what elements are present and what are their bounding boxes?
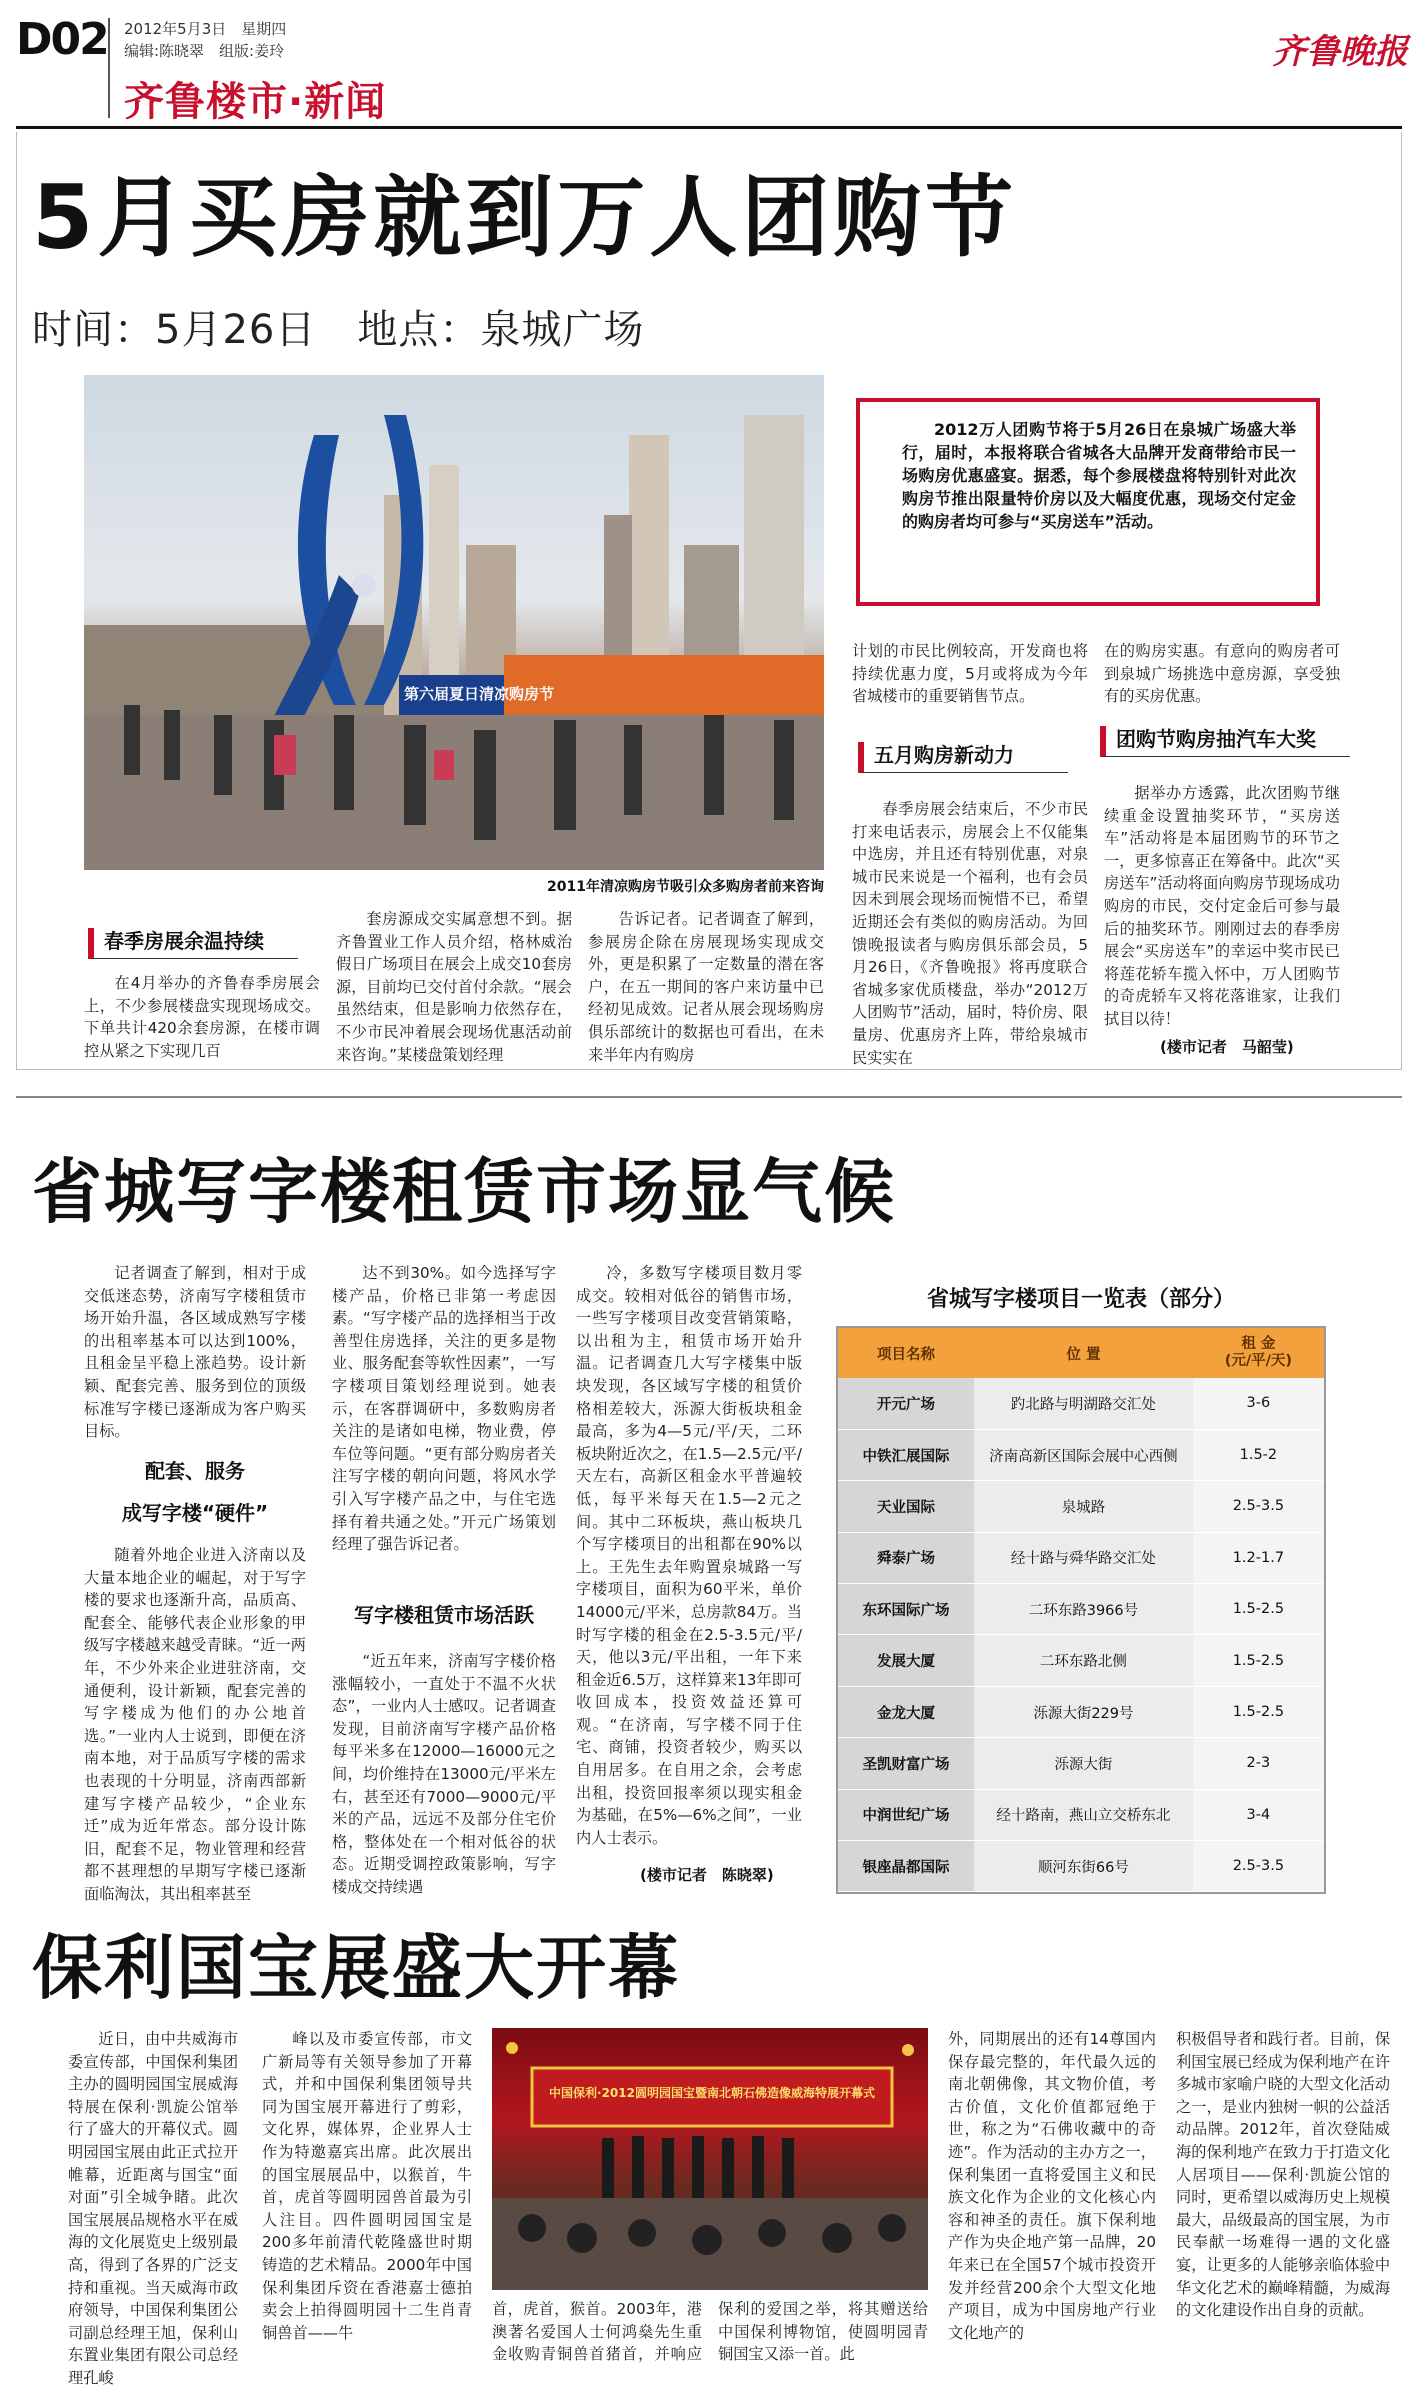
article1-col4a: 计划的市民比例较高，开发商也将持续优惠力度，5月或将成为今年省城楼市的重要销售节点。 <box>852 642 1088 706</box>
article1-subhead-1: 春季房展余温持续 <box>88 928 298 959</box>
masthead <box>0 0 1417 125</box>
photo-banner: 第六届夏日清凉购房节 <box>404 685 555 703</box>
article1-col4b: 春季房展会结束后，不少市民打来电话表示，房展会上不仅能集中选房，并且还有特别优惠，对泉城市民来说是一个福利，也有会员因未到展会现场而惋惜不已，希望近期还会有类似的购房活动。为回馈晚报读者与购房俱乐部会员，5月26日，《齐鲁晚报》将再度联合省城多家优质楼盘，举办“2012万人团购节”活动，届时，特价房、限量房、优惠房齐上阵，带给泉城市民实实在 <box>852 800 1088 1067</box>
article2-top-rule <box>16 1096 1402 1098</box>
header-name: 项目名称 <box>877 1346 936 1363</box>
article1-subhead-2: 五月购房新动力 <box>858 742 1068 773</box>
office-table <box>836 1326 1326 1894</box>
article1-col3: 告诉记者。记者调查了解到，参展房企除在房展现场实现成交外，更是积累了一定数量的潜在客户，在五一期间的客户来访量中已经初见成效。记者从展会现场购房俱乐部统计的数据也可看出，在未来半年内有购房 <box>588 910 824 1064</box>
table-row: 中润世纪广场 经十路南，燕山立交桥东北 3-4 <box>838 1789 1324 1840</box>
article3-col2: 峰以及市委宣传部，市文广新局等有关领导参加了开幕式，并和中国保利集团领导共同为国宝展开幕进行了剪彩，文化界，媒体界，企业界人士作为特邀嘉宾出席。此次展出的国宝展展品中，以猴首，牛首，虎首等圆明园兽首最为引人注目。四件圆明园国宝是200多年前清代乾隆盛世时期铸造的艺术精品。2000年中国保利集团斥资在香港嘉士德拍卖会上拍得圆明园十二生肖青铜兽首——牛 <box>262 2030 472 2342</box>
article1-photo-caption: 2011年清凉购房节吸引众多购房者前来咨询 <box>547 879 824 895</box>
table-row: 金龙大厦 泺源大街229号 1.5-2.5 <box>838 1686 1324 1737</box>
article1-col2: 套房源成交实属意想不到。据齐鲁置业工作人员介绍，格林威治假日广场项目在展会上成交10套房源，目前均已交付首付余款。“展会虽然结束，但是影响力依然存在，不少市民冲着展会现场优惠活动前来咨询。”某楼盘策划经理 <box>336 910 572 1064</box>
event-scene <box>492 2028 928 2290</box>
article1-intro-box <box>856 398 1320 606</box>
table-row: 圣凯财富广场 泺源大街 2-3 <box>838 1738 1324 1789</box>
article1-photo <box>84 375 824 870</box>
article1-subhead: 时间：5月26日 地点：泉城广场 <box>32 307 645 353</box>
photo-scene <box>84 375 824 870</box>
article1-col5a: 在的购房实惠。有意向的购房者可到泉城广场挑选中意房源，享受独有的买房优惠。 <box>1104 642 1340 706</box>
masthead-rule <box>16 126 1402 129</box>
table-row: 发展大厦 二环东路北侧 1.5-2.5 <box>838 1635 1324 1686</box>
table-body <box>838 1378 1324 1892</box>
article1-headline: 5月买房就到万人团购节 <box>32 166 1018 269</box>
article2-col2: 达不到30%。如今选择写字楼产品，价格已非第一考虑因素。“写字楼产品的选择相当于改善型住房选择，关注的更多是物业、服务配套等软性因素”，一写字楼项目策划经理说到。她表示，在客群调研中，多数购房者关注的是诸如电梯，物业费，停车位等问题。“更有部分购房者关注写字楼的朝向问题，将风水学引入写字楼产品之中，与住宅选择有着共通之处。”开元广场策划经理了强告诉记者。 <box>332 1264 556 1554</box>
editor-credit: 编辑:陈晓翠 组版:姜玲 <box>124 42 285 60</box>
table-row: 银座晶都国际 顺河东街66号 2.5-3.5 <box>838 1841 1324 1892</box>
article1-intro: 2012万人团购节将于5月26日在泉城广场盛大举行，届时，本报将联合省城各大品牌开发商带给市民一场购房优惠盛宴。据悉，每个参展楼盘将特别针对此次购房节推出限量特价房以及大幅度优惠，现场交付定金的购房者均可参与“买房送车”活动。 <box>902 420 1296 531</box>
article1-subhead-3: 团购节购房抽汽车大奖 <box>1100 726 1350 757</box>
event-banner: 中国保利·2012圆明园国宝暨南北朝石佛造像威海特展开幕式 <box>549 2086 875 2100</box>
article1-byline: (楼市记者 马韶莹) <box>1160 1038 1294 1056</box>
article2-headline: 省城写字楼租赁市场显气候 <box>32 1151 896 1233</box>
article3-col3: 首，虎首，猴首。2003年，港澳著名爱国人士何鸿燊先生重金收购青铜兽首猪首，并响应保利的爱国之举，将其赠送给中国保利博物馆，使圆明园青铜国宝又添一首。此 <box>492 2300 928 2364</box>
table-row: 中铁汇展国际 济南高新区国际会展中心西侧 1.5-2 <box>838 1429 1324 1480</box>
article3-col1: 近日，由中共威海市委宣传部，中国保利集团主办的圆明园国宝展威海特展在保利·凯旋公馆举行了盛大的开幕仪式。圆明园国宝展由此正式拉开帷幕，近距离与国宝“面对面”引全城争睹。此次国宝展展品规格水平在威海的文化展览史上级别最高，得到了各界的广泛支持和重视。当天威海市政府领导，中国保利集团公司副总经理王旭，保利山东置业集团有限公司总经理孔峻 <box>68 2030 238 2387</box>
article2-subhead-1a: 配套、服务 <box>145 1459 245 1483</box>
table-header <box>838 1328 1324 1378</box>
article3-photo <box>492 2028 928 2290</box>
brand-logo: 齐鲁晚报 <box>1272 32 1408 72</box>
table-row: 舜泰广场 经十路与舜华路交汇处 1.2-1.7 <box>838 1532 1324 1583</box>
issue-date: 2012年5月3日 星期四 <box>124 20 287 38</box>
article3-col4: 外，同期展出的还有14尊国内保存最完整的，年代最久远的南北朝佛像，其文物价值，考古价值，文化价值都冠绝于世，称之为“石佛收藏中的奇迹”。作为活动的主办方之一，保利集团一直将爱国主义和民族文化作为企业的文化核心内容和神圣的责任。旗下保利地产作为央企地产第一品牌，20年来已在全国57个城市投资开发并经营200余个大型文化地产项目，成为中国房地产行业文化地产的 <box>948 2030 1156 2342</box>
vertical-divider <box>108 18 110 118</box>
article2-col2b: “近五年来，济南写字楼价格涨幅较小，一直处于不温不火状态”，一业内人士感叹。记者调查发现，目前济南写字楼产品价格每平米多在12000—16000元之间，均价维持在13000元/平米左右，甚至还有7000—9000元/平米的产品，远远不及部分住宅价格，整体处在一个相对低谷的状态。近期受调控政策影响，写字楼成交持续遇 <box>332 1652 556 1896</box>
article2-subhead-1 <box>84 1458 306 1526</box>
table-row: 开元广场 趵北路与明湖路交汇处 3-6 <box>838 1378 1324 1429</box>
article2-subhead-1b: 成写字楼“硬件” <box>121 1501 269 1525</box>
article2-table-title: 省城写字楼项目一览表（部分） <box>926 1287 1235 1312</box>
article2-col1: 记者调查了解到，相对于成交低迷态势，济南写字楼租赁市场开始升温，各区域成熟写字楼的出租率基本可以达到100%，且租金呈平稳上涨趋势。设计新颖、配套完善、服务到位的顶级标准写字楼已逐渐成为客户购买目标。 <box>84 1264 306 1441</box>
article3-headline: 保利国宝展盛大开幕 <box>32 1927 680 2009</box>
table-row: 东环国际广场 二环东路3966号 1.5-2.5 <box>838 1584 1324 1635</box>
header-location: 位 置 <box>1066 1346 1101 1363</box>
table-row: 天业国际 泉城路 2.5-3.5 <box>838 1481 1324 1532</box>
header-rent: 租 金 (元/平/天) <box>1224 1336 1293 1369</box>
article1-col5b: 据举办方透露，此次团购节继续重金设置抽奖环节，“买房送车”活动将是本届团购节的环节之一，更多惊喜正在筹备中。此次“买房送车”活动将面向购房节现场成功购房的市民，交付定金后可参与最后的抽奖环节。刚刚过去的春季房展会“买房送车”的幸运中奖市民已将莲花轿车揽入怀中，万人团购节的奇虎轿车又将花落谁家，让我们拭目以待！ <box>1104 784 1340 1028</box>
article1-col1: 在4月举办的齐鲁春季房展会上，不少参展楼盘实现现场成交。下单共计420余套房源，在楼市调控从紧之下实现几百 <box>84 974 320 1060</box>
article2-subhead-2: 写字楼租赁市场活跃 <box>354 1603 534 1627</box>
section-title: 齐鲁楼市·新闻 <box>124 79 387 125</box>
page-number: D02 <box>16 14 108 65</box>
article2-byline: (楼市记者 陈晓翠) <box>640 1866 774 1884</box>
article3-col5: 积极倡导者和践行者。目前，保利国宝展已经成为保利地产在许多城市家喻户晓的大型文化活动之一，是业内独树一帜的公益活动品牌。2012年，首次登陆威海的保利地产在致力于打造文化人居项目——保利·凯旋公馆的同时，更希望以威海历史上规模最大，品级最高的国宝展，为市民奉献一场难得一遇的文化盛宴，让更多的人能够亲临体验中华文化艺术的巅峰精髓，为威海的文化建设作出自身的贡献。 <box>1176 2030 1390 2320</box>
article2-col1b: 随着外地企业进入济南以及大量本地企业的崛起，对于写字楼的要求也逐渐升高，品质高、配套全、能够代表企业形象的甲级写字楼越来越受青睐。“近一两年，不少外来企业进驻济南，交通便利，设计新颖，配套完善的写字楼成为他们的办公地首选。”一业内人士说到，即便在济南本地，对于品质写字楼的需求也表现的十分明显，济南西部新建写字楼产品较少，“企业东迁”成为近年常态。部分设计陈旧，配套不足，物业管理和经营都不甚理想的早期写字楼已逐渐面临淘汰，其出租率甚至 <box>84 1546 306 1903</box>
article2-col3: 冷，多数写字楼项目数月零成交。较相对低谷的销售市场，一些写字楼项目改变营销策略，以出租为主，租赁市场开始升温。记者调查几大写字楼集中版块发现，各区域写字楼的租赁价格相差较大，泺源大街板块租金最高，多为4—5元/平/天，二环板块附近次之，在1.5—2.5元/平/天左右，高新区租金水平普遍较低，每平米每天在1.5—2元之间。其中二环板块，燕山板块几个写字楼项目的出租都在90%以上。王先生去年购置泉城路一写字楼项目，面积为60平米，单价14000元/平米，总房款84万。当时写字楼的租金在2.5-3.5元/平/天，他以3元/平出租，一年下来租金近6.5万，这样算来13年即可收回成本，投资效益还算可观。“在济南，写字楼不同于住宅、商铺，投资者较少，购买以自用居多。在自用之余，会考虑出租，投资回报率须以现实租金为基础，在5%—6%之间”，一业内人士表示。 <box>576 1264 802 1847</box>
